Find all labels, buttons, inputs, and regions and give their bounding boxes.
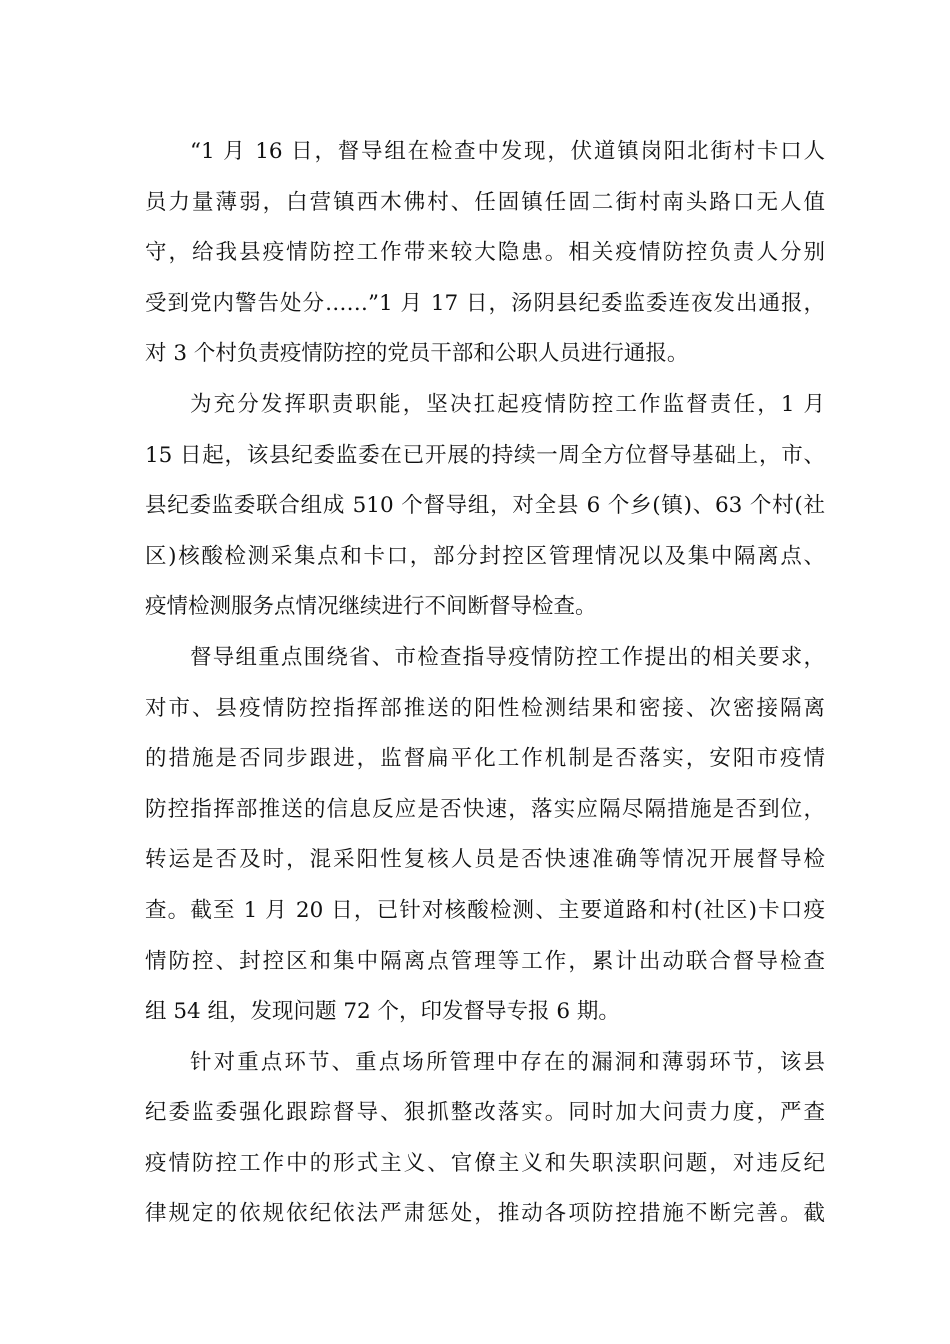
- text-line: 纪委监委强化跟踪督导、狠抓整改落实。同时加大问责力度，严查: [145, 1100, 825, 1126]
- text-line: 对市、县疫情防控指挥部推送的阳性检测结果和密接、次密接隔离: [145, 695, 825, 721]
- text-line: 情防控、封控区和集中隔离点管理等工作，累计出动联合督导检查: [145, 948, 825, 974]
- text-line: 律规定的依规依纪依法严肃惩处，推动各项防控措施不断完善。截: [145, 1201, 825, 1227]
- text-line: “1 月 16 日，督导组在检查中发现，伏道镇岗阳北街村卡口人: [190, 139, 825, 164]
- paragraph: [145, 633, 825, 1038]
- text-line: 15 日起，该县纪委监委在已开展的持续一周全方位督导基础上，市、: [145, 442, 825, 468]
- text-line: 对 3 个村负责疫情防控的党员干部和公职人员进行通报。: [145, 341, 689, 367]
- document-body: [145, 127, 825, 1240]
- text-line: 疫情检测服务点情况继续进行不间断督导检查。: [145, 594, 597, 620]
- text-line: 查。截至 1 月 20 日，已针对核酸检测、主要道路和村(社区)卡口疫: [145, 897, 825, 923]
- text-line: 督导组重点围绕省、市检查指导疫情防控工作提出的相关要求，: [190, 644, 825, 670]
- text-line: 守，给我县疫情防控工作带来较大隐患。相关疫情防控负责人分别: [145, 240, 825, 266]
- text-line: 员力量薄弱，白营镇西木佛村、任固镇任固二街村南头路口无人值: [145, 189, 825, 215]
- text-line: 为充分发挥职责职能，坚决扛起疫情防控工作监督责任，1 月: [190, 391, 825, 417]
- text-line: 受到党内警告处分……”1 月 17 日，汤阴县纪委监委连夜发出通报，: [145, 290, 825, 316]
- text-line: 区)核酸检测采集点和卡口，部分封控区管理情况以及集中隔离点、: [145, 543, 825, 569]
- paragraph: [145, 127, 825, 380]
- text-line: 组 54 组，发现问题 72 个，印发督导专报 6 期。: [145, 999, 620, 1025]
- text-line: 针对重点环节、重点场所管理中存在的漏洞和薄弱环节，该县: [190, 1049, 825, 1075]
- text-line: 转运是否及时，混采阳性复核人员是否快速准确等情况开展督导检: [145, 847, 825, 873]
- text-line: 的措施是否同步跟进，监督扁平化工作机制是否落实，安阳市疫情: [145, 746, 825, 772]
- paragraph: [145, 380, 825, 633]
- paragraph: [145, 1038, 825, 1240]
- text-line: 疫情防控工作中的形式主义、官僚主义和失职渎职问题，对违反纪: [145, 1150, 825, 1176]
- text-line: 防控指挥部推送的信息反应是否快速，落实应隔尽隔措施是否到位，: [145, 796, 825, 822]
- text-line: 县纪委监委联合组成 510 个督导组，对全县 6 个乡(镇)、63 个村(社: [145, 493, 825, 519]
